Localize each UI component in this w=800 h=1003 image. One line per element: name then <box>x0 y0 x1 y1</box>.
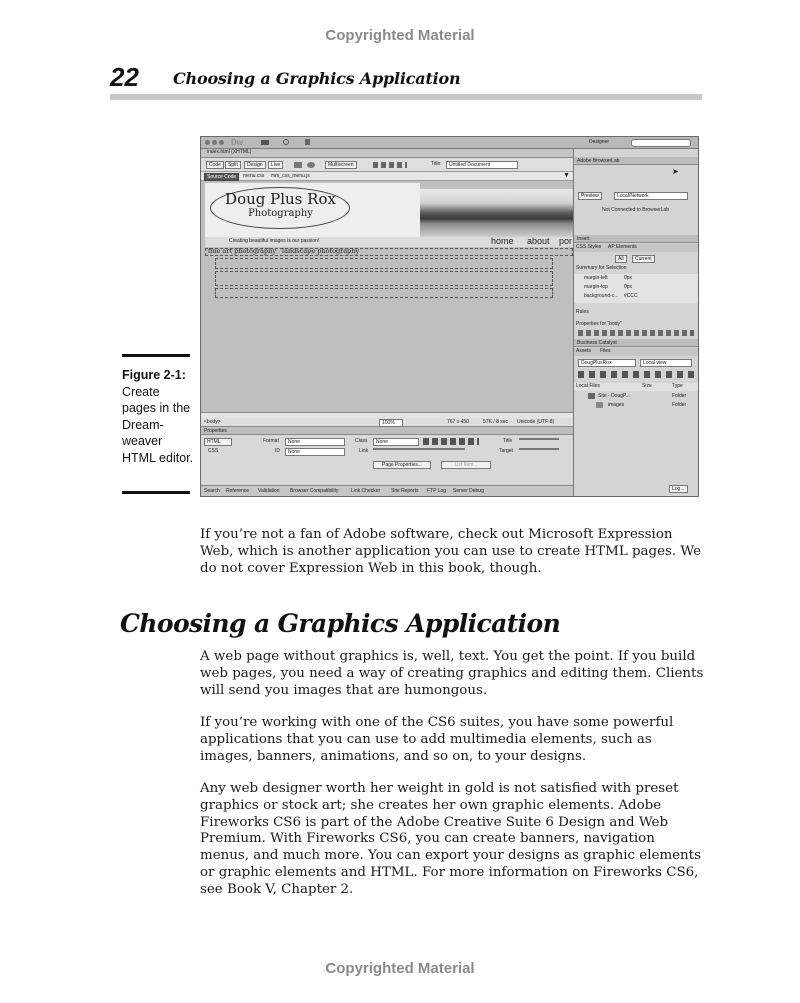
table-row[interactable] <box>574 401 699 410</box>
tab-server-debug[interactable]: Server Debug <box>453 488 484 494</box>
design-canvas <box>201 181 573 412</box>
tab-assets[interactable]: Assets <box>576 348 592 354</box>
related-file-js[interactable]: mm_css_menu.js <box>271 173 310 179</box>
document-tab[interactable] <box>201 149 573 158</box>
menu-item-fine-art[interactable]: fine art photography <box>208 247 277 255</box>
files-column-headers <box>574 383 699 391</box>
title-prop-label: Title <box>503 438 513 444</box>
list-item-button[interactable]: List Item... <box>441 461 491 469</box>
paragraph: If you’re working with one of the CS6 suites, you have some powerful applications that you can use to add multimedia elements, such as images, banners, animations, and so on, to your designs. <box>200 715 674 764</box>
paragraph: Any web designer worth her weight in gold is not satisfied with preset graphics or stock art; she creates her own graphic elements. Adobe Fireworks CS6 is part of the Adobe Creative Suite 6 Design and Web Premium. With Fireworks CS6, you can create banners, navigation menus, and much more. You can export your designs as graphic elements or graphic elements and HTML. For more information on Fireworks CS6, see Book V, Chapter 2. <box>200 781 701 897</box>
landscape-banner-image <box>420 189 573 237</box>
zoom-window-icon[interactable] <box>219 140 224 145</box>
id-label: ID <box>275 448 280 454</box>
figure-label: Figure 2-1: <box>122 368 186 382</box>
split-view-button[interactable]: Split <box>225 161 241 169</box>
section-heading: Choosing a Graphics Application <box>120 609 561 638</box>
files-toolbar-icons[interactable] <box>578 371 694 378</box>
results-tabs <box>201 485 573 496</box>
target-select[interactable] <box>519 448 559 450</box>
css-prop-value: #CCC <box>624 293 638 299</box>
workspace-switcher[interactable]: Designer <box>589 139 610 145</box>
browserlab-header <box>574 157 698 165</box>
class-select[interactable]: None <box>373 438 419 446</box>
live-view-button[interactable]: Live <box>268 161 283 169</box>
encoding-label: Unicode (UTF-8) <box>517 419 555 425</box>
insert-title: Insert <box>577 236 590 242</box>
css-mode-button[interactable]: CSS <box>208 448 219 454</box>
logo-subtitle: Photography <box>248 208 313 219</box>
logo-title: Doug Plus Rox <box>225 190 336 208</box>
minimize-window-icon[interactable] <box>212 140 217 145</box>
browserlab-status: Not Connected to BrowserLab <box>602 207 669 213</box>
preview-tools-icon[interactable] <box>373 162 407 168</box>
status-bar <box>201 418 573 427</box>
css-prop-value: 0px <box>624 275 633 281</box>
zoom-select[interactable]: 100% <box>379 419 403 427</box>
multiscreen-button[interactable]: Multiscreen <box>325 161 357 169</box>
inspect-icon[interactable] <box>294 162 302 168</box>
title-input[interactable]: Untitled Document <box>446 161 518 169</box>
code-view-button[interactable]: Code <box>206 161 224 169</box>
html-mode-label: HTML <box>207 439 221 445</box>
running-head: Choosing a Graphics Application <box>173 69 461 88</box>
link-input[interactable] <box>373 448 465 450</box>
format-select[interactable]: None <box>285 438 345 446</box>
file-type: Folder <box>672 402 687 408</box>
tab-reference[interactable]: Reference <box>226 488 250 494</box>
tab-files[interactable]: Files <box>600 348 611 354</box>
rules-label: Rules <box>576 309 589 315</box>
content-div-3[interactable] <box>215 288 553 298</box>
window-size[interactable]: 767 x 450 <box>447 419 469 425</box>
local-network-select[interactable]: Local/Network <box>614 192 688 200</box>
nav-home-link[interactable]: home <box>491 236 514 246</box>
properties-title: Properties <box>204 428 227 434</box>
related-file-css[interactable]: menu.css <box>243 173 265 179</box>
properties-header <box>201 427 573 435</box>
tab-validation[interactable]: Validation <box>258 488 280 494</box>
dreamweaver-screenshot <box>200 136 699 497</box>
app-logo: Dw <box>231 138 243 147</box>
page-properties-button[interactable]: Page Properties... <box>373 461 431 469</box>
css-prop-name[interactable]: margin-top <box>584 284 608 290</box>
business-catalyst-title: Business Catalyst <box>577 340 617 346</box>
text-format-buttons-icon[interactable] <box>423 438 479 445</box>
filter-icon[interactable]: ▼ <box>563 172 570 179</box>
css-all-button[interactable]: All <box>615 255 627 263</box>
html-mode-button[interactable] <box>204 438 232 446</box>
download-size: 57K / 8 sec <box>483 419 509 425</box>
title-label: Title: <box>431 161 442 167</box>
folder-icon <box>588 393 595 399</box>
menu-bar <box>205 248 573 256</box>
css-summary-list <box>574 274 699 303</box>
paragraph: If you’re not a fan of Adobe software, check out Microsoft Expression Web, which is another application you can use to create HTML pages. We do not cover Expression Web in this book, though. <box>200 527 701 576</box>
menu-item-landscape[interactable]: landscape photography <box>282 247 360 255</box>
css-tabs <box>574 244 699 252</box>
document-toolbar <box>201 158 573 172</box>
tab-link-checker[interactable]: Link Checker <box>351 488 381 494</box>
source-code-button[interactable]: Source Code <box>204 173 239 181</box>
tab-search[interactable]: Search <box>204 488 220 494</box>
title-prop-input[interactable] <box>519 438 559 440</box>
nav-about-link[interactable]: about <box>527 236 550 246</box>
figure-caption-text: Create pages in the Dream-weaver HTML editor. <box>122 384 194 465</box>
col-local-files[interactable]: Local Files <box>576 383 600 389</box>
col-type[interactable]: Type <box>672 383 683 389</box>
properties-for-label: Properties for "body" <box>576 321 622 327</box>
nav-strip <box>205 237 573 247</box>
layout-menu-icon[interactable] <box>261 140 269 145</box>
content-div-2[interactable] <box>215 271 553 286</box>
tab-browser-compatibility[interactable]: Browser Compatibility <box>290 488 339 494</box>
class-label: Class <box>355 438 368 444</box>
copyright-watermark-bottom: Copyrighted Material <box>325 960 475 977</box>
globe-icon[interactable] <box>307 162 315 168</box>
page-number: 22 <box>110 62 139 92</box>
css-prop-name[interactable]: margin-left <box>584 275 608 281</box>
related-files-bar <box>201 172 573 181</box>
id-select[interactable]: None <box>285 448 345 456</box>
css-prop-name[interactable]: background-c... <box>584 293 619 299</box>
css-panel-tools-icon[interactable] <box>578 330 694 336</box>
paragraph: A web page without graphics is, well, text. You get the point. If you build web pages, you need a way of creating graphics and editing them. Clients will send you images that are humongous. <box>200 649 704 698</box>
browserlab-title: Adobe BrowserLab <box>577 158 620 164</box>
tagline: Creating beautiful images is our passion! <box>229 238 320 244</box>
app-bar <box>201 137 698 149</box>
col-size[interactable]: Size <box>642 383 652 389</box>
header-rule <box>110 94 702 100</box>
document-area <box>201 149 573 496</box>
css-current-button[interactable]: Current <box>632 255 655 263</box>
css-prop-value: 0px <box>624 284 633 290</box>
log-button[interactable]: Log... <box>669 485 688 493</box>
nav-portfolio-link[interactable]: por <box>559 236 573 246</box>
document-tab-label: index.html (XHTML) <box>207 149 252 155</box>
logo-banner <box>205 183 420 237</box>
link-label: Link <box>359 448 369 454</box>
files-tabs <box>574 348 699 356</box>
caption-rule-top <box>122 354 190 357</box>
site-select[interactable]: DougPlusRox <box>578 359 636 367</box>
file-name: images <box>608 402 625 408</box>
browserlab-preview-button[interactable]: Preview <box>578 192 602 200</box>
cursor-icon: ➤ <box>672 167 679 176</box>
right-panels <box>573 149 698 496</box>
help-search-input[interactable] <box>631 139 691 147</box>
content-div-1[interactable] <box>215 258 553 269</box>
table-row[interactable] <box>574 392 699 401</box>
file-name: Site - DougP... <box>598 393 630 399</box>
figure-caption <box>122 367 194 467</box>
view-select[interactable]: Local view <box>640 359 692 367</box>
tab-site-reports[interactable]: Site Reports <box>391 488 419 494</box>
close-window-icon[interactable] <box>205 140 210 145</box>
tag-selector[interactable]: <body> <box>204 419 221 425</box>
extend-gear-icon[interactable] <box>283 139 289 145</box>
summary-label: Summary for Selection <box>576 265 627 271</box>
properties-panel <box>201 427 573 485</box>
tab-ap-elements[interactable]: AP Elements <box>608 244 637 250</box>
business-catalyst-header <box>574 339 698 347</box>
tab-ftp-log[interactable]: FTP Log <box>427 488 447 494</box>
caption-rule-bottom <box>122 491 190 494</box>
tab-css-styles[interactable]: CSS Styles <box>576 244 602 250</box>
insert-header <box>574 235 698 243</box>
target-label: Target <box>499 448 513 454</box>
folder-icon <box>596 402 603 408</box>
copyright-watermark-top: Copyrighted Material <box>325 27 475 44</box>
file-type: Folder <box>672 393 687 399</box>
design-view-button[interactable]: Design <box>244 161 266 169</box>
site-menu-icon[interactable] <box>305 139 310 145</box>
format-label: Format <box>263 438 279 444</box>
